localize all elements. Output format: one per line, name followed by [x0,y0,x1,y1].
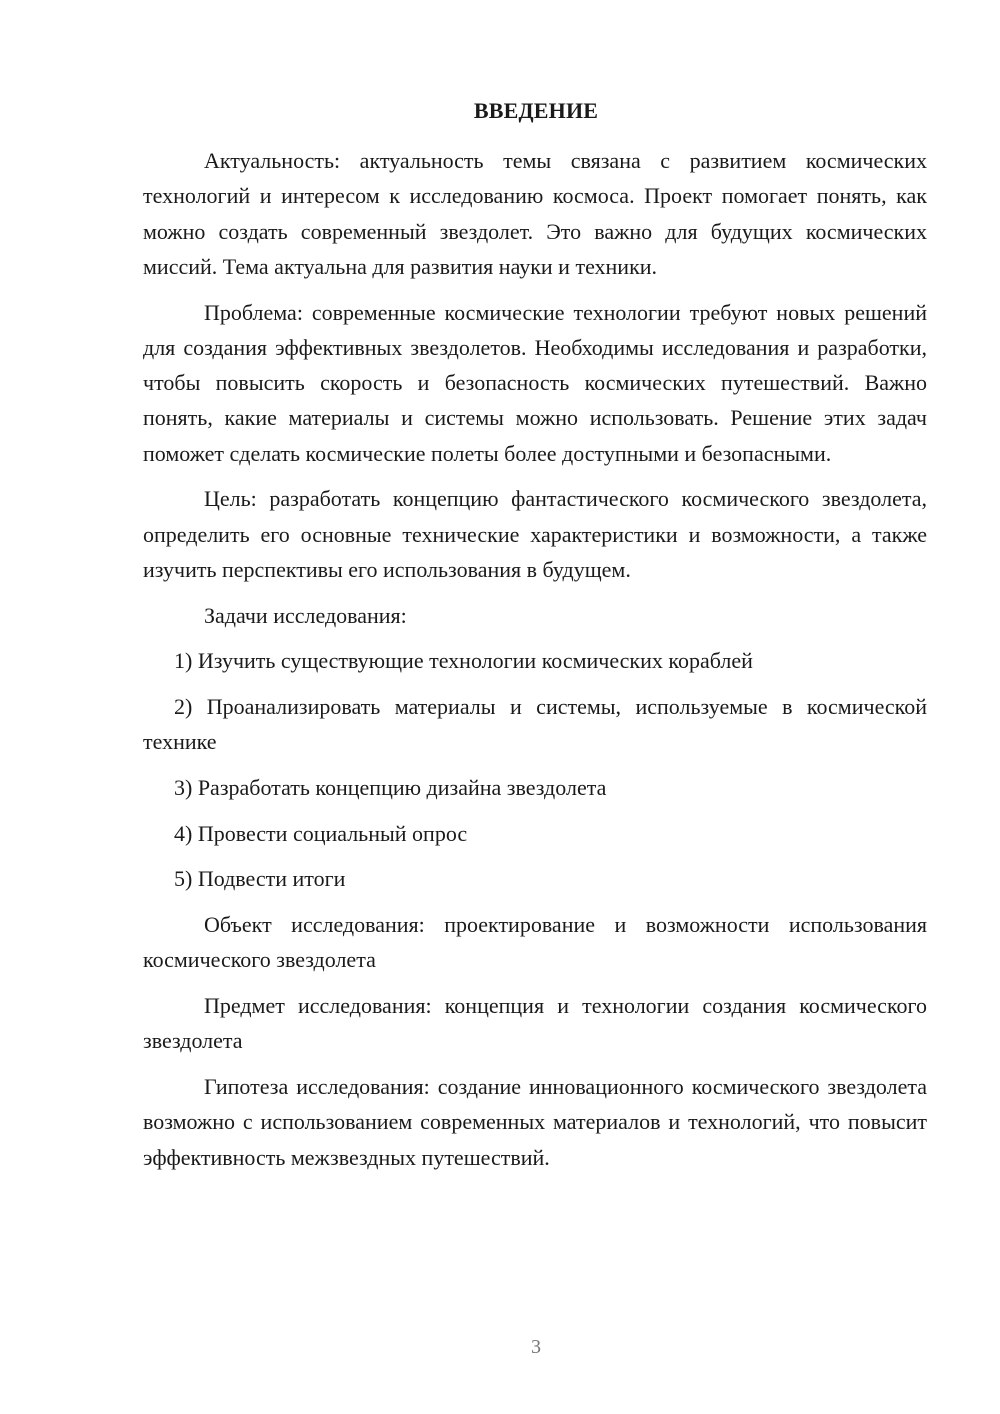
task-item-4: 4) Провести социальный опрос [174,820,468,846]
paragraph-problem: Проблема: современные космические технологии требуют новых решений для создания эффективных звездолетов. Необходимы исследования и разработки, чтобы повысить скорость и безопасность космических путешествий. Важно понять, какие материалы и системы можно использовать. Решение этих задач поможет сделать космические полеты более доступными и безопасными. [143,299,927,466]
task-item-3: 3) Разработать концепцию дизайна звездолета [174,775,607,801]
tasks-heading: Задачи исследования: [204,602,407,628]
paragraph-relevance: Актуальность: актуальность темы связана с развитием космических технологий и интересом к исследованию космоса. Проект помогает понять, как можно создать современный звездолет. Это важно для будущих космических миссий. Тема актуальна для развития науки и техники. [143,148,927,279]
section-title: ВВЕДЕНИЕ [473,98,599,123]
paragraph-subject: Предмет исследования: концепция и технологии создания космического звездолета [143,993,927,1054]
document-body [143,143,927,1175]
task-item-2: 2) Проанализировать материалы и системы, используемые в космической технике [143,694,927,755]
task-item-1: 1) Изучить существующие технологии космических кораблей [174,648,753,674]
paragraph-goal: Цель: разработать концепцию фантастического космического звездолета, определить его основные технические характеристики и возможности, а также изучить перспективы его использования в будущем. [143,486,927,583]
paragraph-hypothesis: Гипотеза исследования: создание инновационного космического звездолета возможно с использованием современных материалов и технологий, что повысит эффективность межзвездных путешествий. [143,1074,927,1170]
paragraph-object: Объект исследования: проектирование и возможности использования космического звездолета [143,912,927,973]
task-item-5: 5) Подвести итоги [174,866,346,892]
page-number: 3 [531,1336,541,1358]
